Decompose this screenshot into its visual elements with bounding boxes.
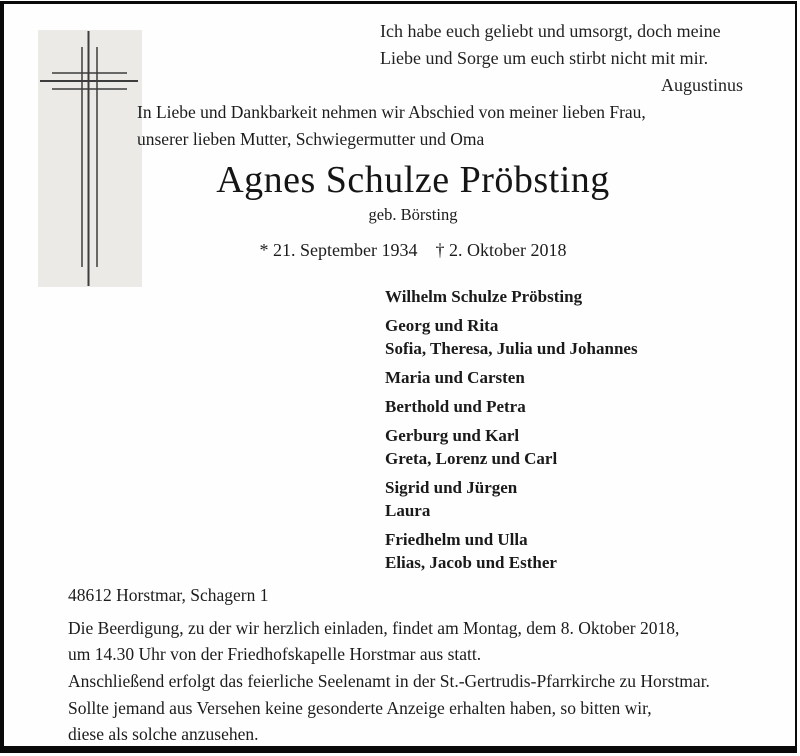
mourner-group	[385, 395, 715, 418]
mourner-line: Maria und Carsten	[385, 368, 525, 387]
deceased-block	[113, 158, 713, 262]
mourners-list	[385, 285, 715, 580]
announcement-apology: Sollte jemand aus Versehen keine gesonderte Anzeige erhalten haben, so bitten wir, diese als solche anzusehen.	[68, 698, 652, 744]
mourner-line: Greta, Lorenz und Carl	[385, 449, 558, 468]
announcements	[68, 615, 778, 748]
mourner-group	[385, 285, 715, 308]
birth-date: * 21. September 1934	[259, 240, 418, 260]
mourner-line: Elias, Jacob und Esther	[385, 553, 557, 572]
mourner-line: Georg und Rita	[385, 316, 499, 335]
mourner-line: Sigrid und Jürgen	[385, 478, 518, 497]
address: 48612 Horstmar, Schagern 1	[68, 585, 269, 605]
mourner-group	[385, 314, 715, 360]
announcement-burial: Die Beerdigung, zu der wir herzlich einladen, findet am Montag, dem 8. Oktober 2018, um 14.30 Uhr von der Friedhofskapelle Horstmar aus statt.	[68, 618, 680, 664]
deceased-name: Agnes Schulze Pröbsting	[216, 159, 610, 201]
mourner-group	[385, 528, 715, 574]
mourner-line: Friedhelm und Ulla	[385, 530, 528, 549]
mourner-group	[385, 366, 715, 389]
mourner-group	[385, 424, 715, 470]
intro-line: unserer lieben Mutter, Schwiegermutter und Oma	[137, 129, 485, 149]
mourner-line: Laura	[385, 501, 431, 520]
quote-attribution: Augustinus	[660, 75, 743, 95]
intro-line: In Liebe und Dankbarkeit nehmen wir Abschied von meiner lieben Frau,	[137, 102, 646, 122]
mourner-line: Berthold und Petra	[385, 397, 526, 416]
quote-line: Ich habe euch geliebt und umsorgt, doch meine	[380, 21, 721, 41]
announcement-requiem: Anschließend erfolgt das feierliche Seelenamt in der St.-Gertrudis-Pfarrkirche zu Horstmar.	[68, 671, 710, 691]
mourner-line: Wilhelm Schulze Pröbsting	[385, 287, 583, 306]
maiden-name: geb. Börsting	[368, 205, 458, 224]
death-date: † 2. Oktober 2018	[435, 240, 567, 260]
quote-line: Liebe und Sorge um euch stirbt nicht mit mir.	[380, 48, 709, 68]
intro-text	[137, 99, 717, 153]
mourner-line: Sofia, Theresa, Julia und Johannes	[385, 339, 638, 358]
mourner-line: Gerburg und Karl	[385, 426, 520, 445]
mourner-group	[385, 476, 715, 522]
quote-block	[380, 18, 743, 99]
life-dates	[113, 238, 713, 262]
